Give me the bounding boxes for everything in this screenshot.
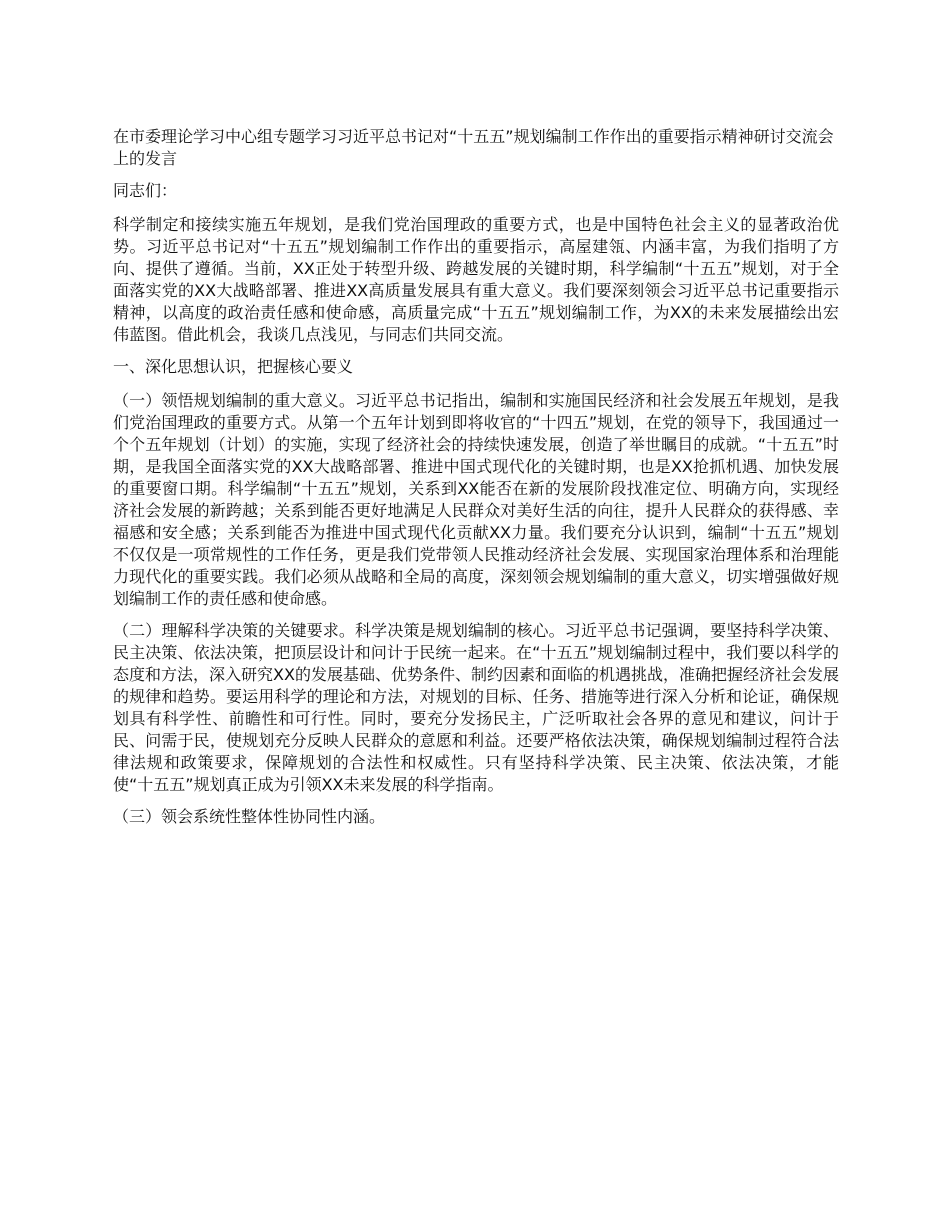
paragraph-1: （一）领悟规划编制的重大意义。习近平总书记指出，编制和实施国民经济和社会发展五年规划，是我们党治国理政的重要方式。从第一个五年计划到即将收官的“十四五”规划，在党的领导下，我国通过一个个五年规划（计划）的实施，实现了经济社会的持续快速发展，创造了举世瞩目的成就。“十五五”时期，是我国全面落实党的XX大战略部署、推进中国式现代化的关键时期，也是XX抢抓机遇、加快发展的重要窗口期。科学编制“十五五”规划，关系到XX能否在新的发展阶段找准定位、明确方向，实现经济社会发展的新跨越；关系到能否更好地满足人民群众对美好生活的向往，提升人民群众的获得感、幸福感和安全感；关系到能否为推进中国式现代化贡献XX力量。我们要充分认识到，编制“十五五”规划不仅仅是一项常规性的工作任务，更是我们党带领人民推动经济社会发展、实现国家治理体系和治理能力现代化的重要实践。我们必须从战略和全局的高度，深刻领会规划编制的重大意义，切实增强做好规划编制工作的责任感和使命感。 xyxy=(113,391,839,608)
paragraph-2: （二）理解科学决策的关键要求。科学决策是规划编制的核心。习近平总书记强调，要坚持科学决策、民主决策、依法决策，把顶层设计和问计于民统一起来。在“十五五”规划编制过程中，我们要以科学的态度和方法，深入研究XX的发展基础、优势条件、制约因素和面临的机遇挑战，准确把握经济社会发展的规律和趋势。要运用科学的理论和方法，对规划的目标、任务、措施等进行深入分析和论证，确保规划具有科学性、前瞻性和可行性。同时，要充分发扬民主，广泛听取社会各界的意见和建议，问计于民、问需于民，使规划充分反映人民群众的意愿和利益。还要严格依法决策，确保规划编制过程符合法律法规和政策要求，保障规划的合法性和权威性。只有坚持科学决策、民主决策、依法决策，才能使“十五五”规划真正成为引领XX未来发展的科学指南。 xyxy=(113,621,839,794)
greeting: 同志们： xyxy=(113,181,178,200)
intro-paragraph: 科学制定和接续实施五年规划，是我们党治国理政的重要方式，也是中国特色社会主义的显著政治优势。习近平总书记对“十五五”规划编制工作作出的重要指示，高屋建瓴、内涵丰富，为我们指明了方向、提供了遵循。当前，XX正处于转型升级、跨越发展的关键时期，科学编制“十五五”规划，对于全面落实党的XX大战略部署、推进XX高质量发展具有重大意义。我们要深刻领会习近平总书记重要指示精神，以高度的政治责任感和使命感，高质量完成“十五五”规划编制工作，为XX的未来发展描绘出宏伟蓝图。借此机会，我谈几点浅见，与同志们共同交流。 xyxy=(113,215,839,344)
paragraph-3: （三）领会系统性整体性协同性内涵。 xyxy=(113,807,386,826)
section-heading-1: 一、深化思想认识，把握核心要义 xyxy=(113,357,354,376)
document-title: 在市委理论学习中心组专题学习习近平总书记对“十五五”规划编制工作作出的重要指示精神研讨交流会上的发言 xyxy=(113,127,834,168)
document-page xyxy=(113,126,839,838)
